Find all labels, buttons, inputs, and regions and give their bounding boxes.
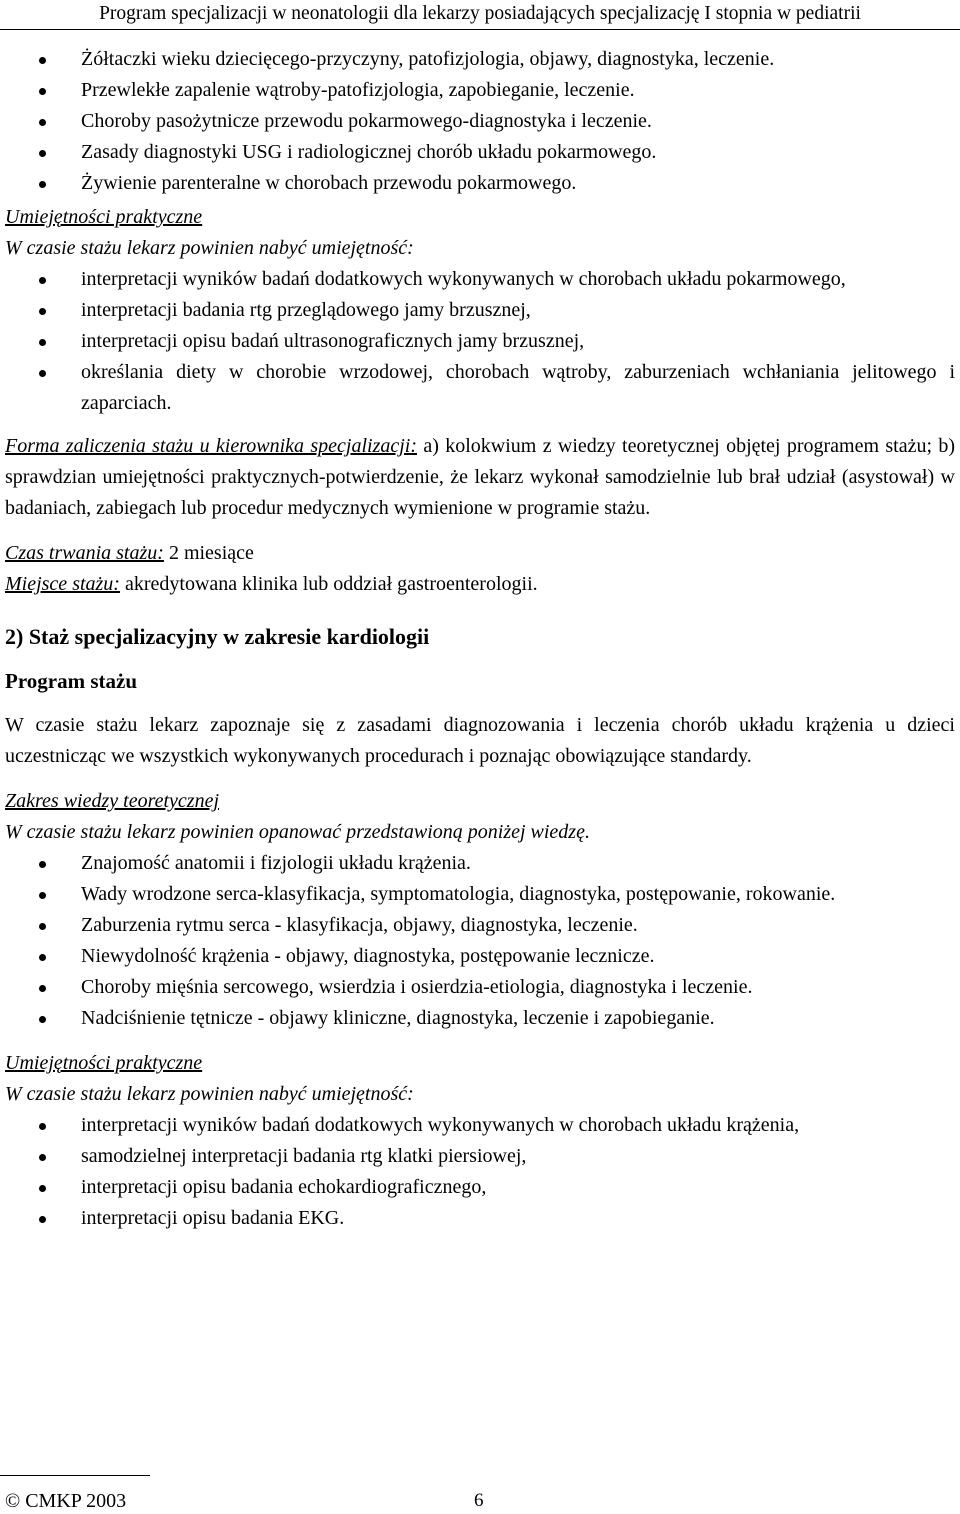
list-item: interpretacji opisu badania EKG. <box>5 1203 955 1234</box>
list-item: samodzielnej interpretacji badania rtg klatki piersiowej, <box>5 1141 955 1172</box>
cardio-skills-intro: W czasie stażu lekarz powinien nabyć umiejętność: <box>5 1083 414 1105</box>
list-item: Znajomość anatomii i fizjologii układu krążenia. <box>5 848 955 879</box>
bullet-icon <box>39 1216 46 1223</box>
program-heading: Program stażu <box>5 669 137 693</box>
knowledge-intro: W czasie stażu lekarz powinien opanować przedstawioną poniżej wiedzę. <box>5 821 590 843</box>
list-item: Przewlekłe zapalenie wątroby-patofizjologia, zapobieganie, leczenie. <box>5 75 955 106</box>
footer-copyright: © CMKP 2003 <box>5 1490 127 1512</box>
gastro-place <box>5 569 955 600</box>
bullet-icon <box>39 1016 46 1023</box>
bullet-icon <box>39 892 46 899</box>
list-item: określania diety w chorobie wrzodowej, chorobach wątroby, zaburzeniach wchłaniania jelitowego i zaparciach. <box>5 357 955 419</box>
bullet-icon <box>39 1185 46 1192</box>
list-item: Zasady diagnostyki USG i radiologicznej chorób układu pokarmowego. <box>5 137 955 168</box>
gastro-knowledge-list <box>5 44 955 199</box>
list-item: interpretacji opisu badań ultrasonograficznych jamy brzusznej, <box>5 326 955 357</box>
bullet-icon <box>39 181 46 188</box>
cardio-skills-heading: Umiejętności praktyczne <box>5 1052 203 1074</box>
section-title: 2) Staż specjalizacyjny w zakresie kardiologii <box>5 624 430 649</box>
bullet-icon <box>39 923 46 930</box>
running-header: Program specjalizacji w neonatologii dla lekarzy posiadających specjalizację I stopnia w pediatrii <box>0 0 960 30</box>
page-number: 6 <box>474 1490 484 1511</box>
bullet-icon <box>39 370 46 377</box>
bullet-icon <box>39 277 46 284</box>
list-item: Choroby mięśnia sercowego, wsierdzia i osierdzia-etiologia, diagnostyka i leczenie. <box>5 972 955 1003</box>
list-item: Niewydolność krążenia - objawy, diagnostyka, postępowanie lecznicze. <box>5 941 955 972</box>
bullet-icon <box>39 57 46 64</box>
bullet-icon <box>39 88 46 95</box>
place-value: akredytowana klinika lub oddział gastroenterologii. <box>119 573 538 595</box>
bullet-icon <box>39 119 46 126</box>
duration-label: Czas trwania stażu: <box>5 542 164 564</box>
gastro-assessment <box>5 431 955 524</box>
gastro-skills-list <box>5 264 955 419</box>
place-label: Miejsce stażu: <box>5 573 120 595</box>
bullet-icon <box>39 308 46 315</box>
list-item: Zaburzenia rytmu serca - klasyfikacja, objawy, diagnostyka, leczenie. <box>5 910 955 941</box>
assessment-label: Forma zaliczenia stażu u kierownika specjalizacji: <box>5 435 418 457</box>
gastro-skills-heading: Umiejętności praktyczne <box>5 206 203 228</box>
list-item: Choroby pasożytnicze przewodu pokarmowego-diagnostyka i leczenie. <box>5 106 955 137</box>
program-text: W czasie stażu lekarz zapoznaje się z zasadami diagnozowania i leczenia chorób układu krążenia u dzieci uczestnicząc we wszystkich wykonywanych procedurach i poznając obowiązujące standardy. <box>5 714 955 767</box>
assessment-text: a) kolokwium z wiedzy teoretycznej objętej programem stażu; b) sprawdzian umiejętności praktycznych-potwierdzenie, że lekarz wykonał samodzielnie lub brał udział (asystował) w badaniach, zabiegach lub procedur medycznych wymienione w programie stażu. <box>5 435 956 519</box>
list-item: interpretacji opisu badania echokardiograficznego, <box>5 1172 955 1203</box>
bullet-icon <box>39 1123 46 1130</box>
list-item: interpretacji wyników badań dodatkowych wykonywanych w chorobach układu pokarmowego, <box>5 264 955 295</box>
list-item: interpretacji wyników badań dodatkowych wykonywanych w chorobach układu krążenia, <box>5 1110 955 1141</box>
list-item: Żółtaczki wieku dziecięcego-przyczyny, patofizjologia, objawy, diagnostyka, leczenie. <box>5 44 955 75</box>
duration-value: 2 miesiące <box>163 542 254 564</box>
bullet-icon <box>39 954 46 961</box>
gastro-skills-intro: W czasie stażu lekarz powinien nabyć umiejętność: <box>5 237 414 259</box>
page-content <box>5 44 955 1234</box>
bullet-icon <box>39 1154 46 1161</box>
bullet-icon <box>39 339 46 346</box>
gastro-duration <box>5 538 955 569</box>
footer-divider <box>0 1475 150 1476</box>
bullet-icon <box>39 861 46 868</box>
list-item: Żywienie parenteralne w chorobach przewodu pokarmowego. <box>5 168 955 199</box>
list-item: Nadciśnienie tętnicze - objawy kliniczne, diagnostyka, leczenie i zapobieganie. <box>5 1003 955 1034</box>
knowledge-heading: Zakres wiedzy teoretycznej <box>5 790 220 812</box>
cardio-knowledge-list <box>5 848 955 1034</box>
bullet-icon <box>39 150 46 157</box>
list-item: interpretacji badania rtg przeglądowego jamy brzusznej, <box>5 295 955 326</box>
bullet-icon <box>39 985 46 992</box>
cardio-skills-list <box>5 1110 955 1234</box>
list-item: Wady wrodzone serca-klasyfikacja, symptomatologia, diagnostyka, postępowanie, rokowanie. <box>5 879 955 910</box>
